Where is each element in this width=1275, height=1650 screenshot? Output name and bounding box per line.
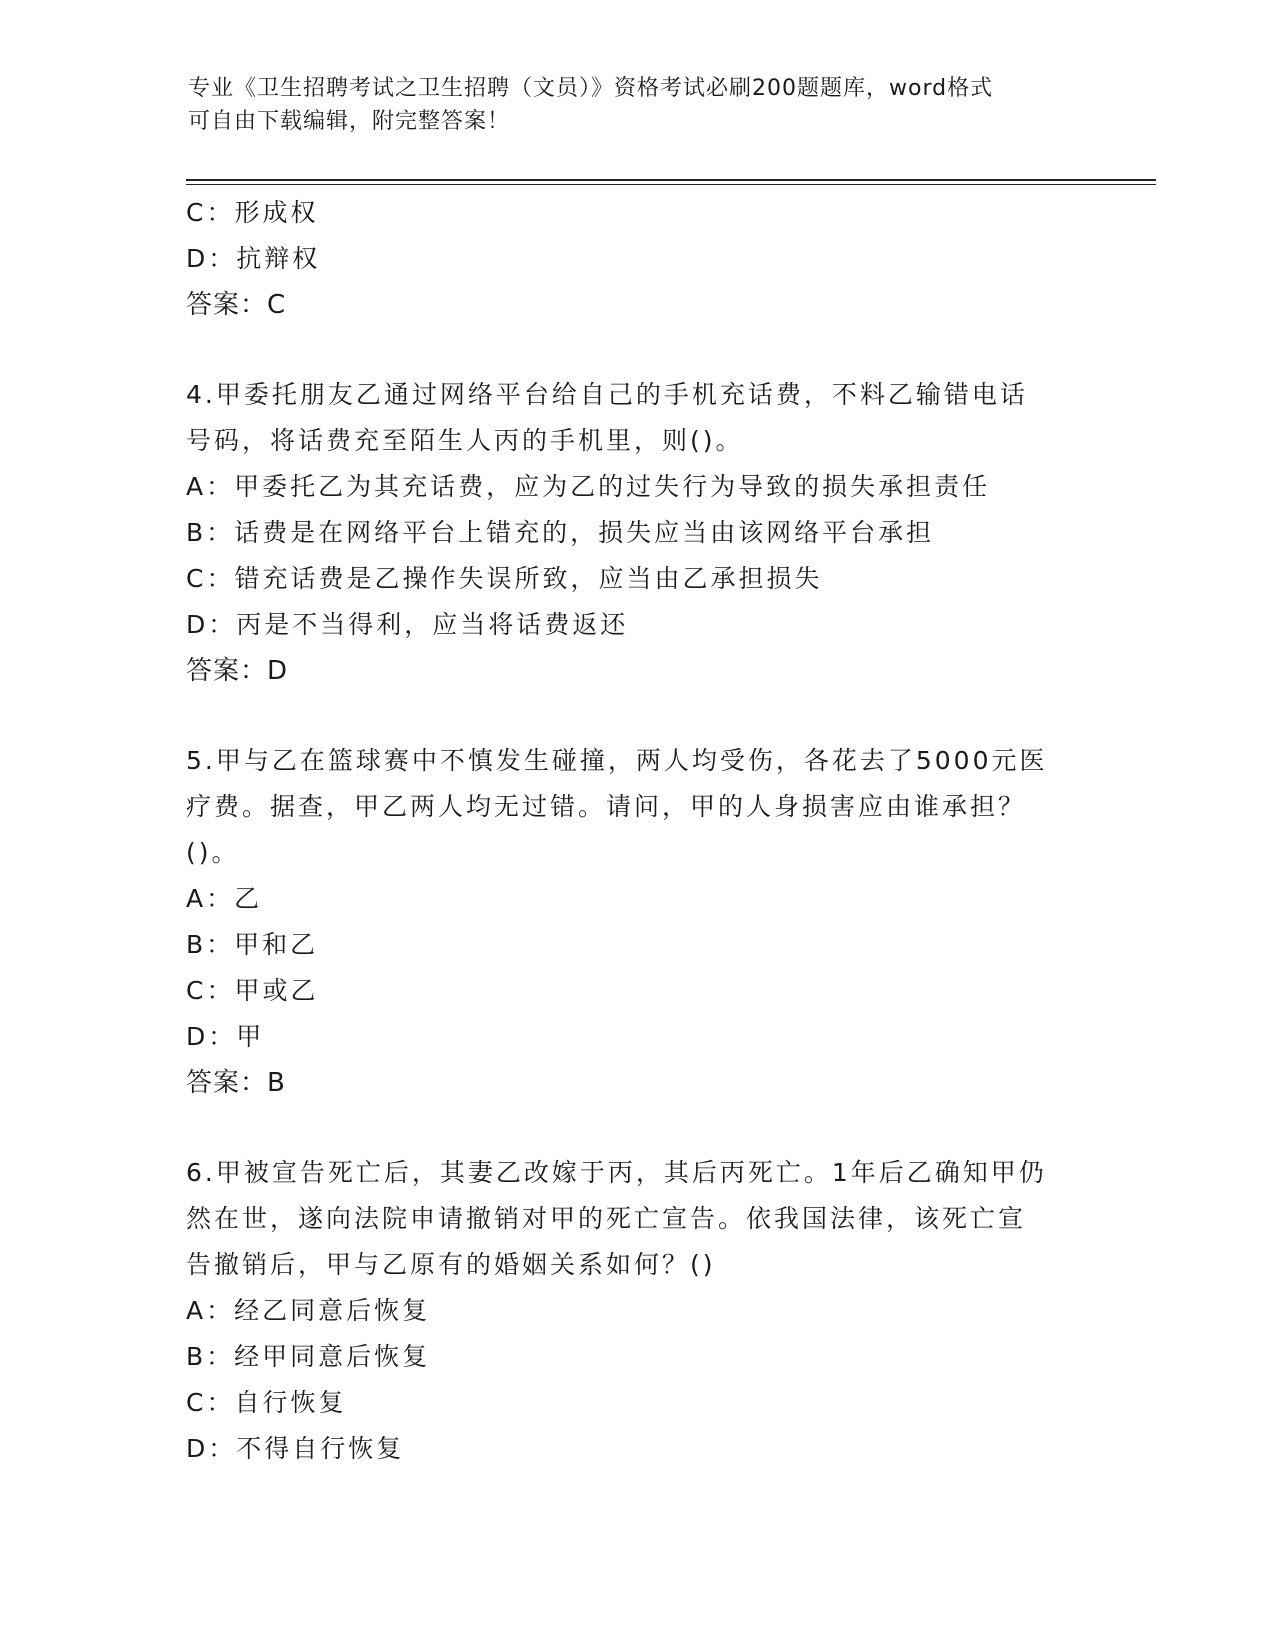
option-a: A：乙 [186, 884, 263, 913]
option-c: C：错充话费是乙操作失误所致，应当由乙承担损失 [186, 564, 823, 593]
header-line-1: 专业《卫生招聘考试之卫生招聘（文员）》资格考试必刷200题题库，word格式 [188, 76, 994, 101]
document-body [186, 190, 1086, 1472]
option-b: B：话费是在网络平台上错充的，损失应当由该网络平台承担 [186, 518, 935, 547]
document-header [188, 72, 1088, 138]
question-text-line: 告撤销后，甲与乙原有的婚姻关系如何？() [186, 1250, 716, 1279]
question-text-line: 疗费。据查，甲乙两人均无过错。请问，甲的人身损害应由谁承担？ [186, 792, 1027, 821]
question-5 [186, 738, 1086, 1106]
question-4 [186, 372, 1086, 694]
question-text-line: ()。 [186, 838, 240, 867]
option-b: B：甲和乙 [186, 930, 319, 959]
question-6 [186, 1150, 1086, 1472]
answer-line: 答案：C [186, 290, 287, 320]
option-b: B：经甲同意后恢复 [186, 1342, 431, 1371]
question-text-line: 4.甲委托朋友乙通过网络平台给自己的手机充话费，不料乙输错电话 [186, 380, 1028, 409]
option-a: A：甲委托乙为其充话费，应为乙的过失行为导致的损失承担责任 [186, 472, 991, 501]
header-divider-thin [186, 184, 1156, 185]
option-d: D：丙是不当得利，应当将话费返还 [186, 610, 629, 639]
option-c: C：形成权 [186, 198, 319, 227]
question-3-continued [186, 190, 1086, 328]
option-d: D：抗辩权 [186, 244, 321, 273]
answer-line: 答案：D [186, 656, 289, 686]
option-c: C：自行恢复 [186, 1388, 347, 1417]
option-a: A：经乙同意后恢复 [186, 1296, 431, 1325]
option-d: D：甲 [186, 1022, 265, 1051]
header-divider-thick [186, 179, 1156, 181]
option-c: C：甲或乙 [186, 976, 319, 1005]
question-text-line: 然在世，遂向法院申请撤销对甲的死亡宣告。依我国法律，该死亡宣 [186, 1204, 1027, 1233]
header-line-2: 可自由下载编辑，附完整答案！ [188, 109, 511, 134]
question-text-line: 6.甲被宣告死亡后，其妻乙改嫁于丙，其后丙死亡。1年后乙确知甲仍 [186, 1158, 1047, 1187]
question-text-line: 5.甲与乙在篮球赛中不慎发生碰撞，两人均受伤，各花去了5000元医 [186, 746, 1048, 775]
option-d: D：不得自行恢复 [186, 1434, 405, 1463]
answer-line: 答案：B [186, 1068, 286, 1098]
question-text-line: 号码，将话费充至陌生人丙的手机里，则()。 [186, 426, 744, 455]
